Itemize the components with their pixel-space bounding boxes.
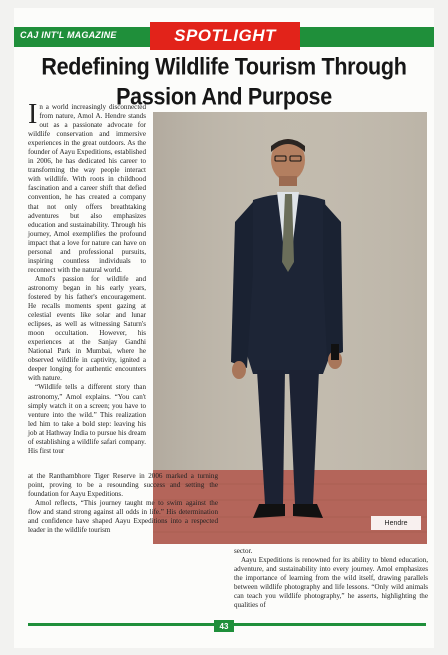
paragraph-reflection: Amol reflects, “This journey taught me to swim against the flow and stand strong against all odds in life.” His determination and confidence have shaped Aayu Expeditions into a respected leader in the wildlife tourism: [28, 499, 218, 535]
photo-caption: Hendre: [384, 519, 408, 527]
article-continued-right: [234, 547, 428, 610]
paragraph-quote: “Wildlife tells a different story than astronomy,” Amol explains. “You can't simply watch it on a screen; you have to venture into the wild.” This realization led him to take a bold step: leaving his job at Hathway India to pursue his dream of establishing a wildlife safari company. His first tour: [28, 383, 146, 455]
article-column-left: [28, 99, 146, 456]
article-continued-left: [28, 472, 218, 535]
paragraph-reflection-continued: sector.: [234, 547, 253, 555]
paragraph-quote-continued: at the Ranthambhore Tiger Reserve in 2006 marked a turning point, proving to be a resounding success and setting the foundation for Aayu Expeditions.: [28, 472, 218, 499]
page-number: 43: [214, 620, 234, 632]
drop-cap: I: [28, 99, 38, 130]
headline: Redefining Wildlife Tourism Through Passion And Purpose: [41, 53, 407, 111]
paragraph-education: Aayu Expeditions is renowned for its ability to blend education, adventure, and sustainability into every journey. Amol emphasizes the importance of learning from the wild itself, drawing parallels between wildlife photography and life lessons. “Only wild animals can teach you wildlife photography,” he asserts, highlighting the qualities of: [234, 556, 428, 610]
paragraph-intro: [28, 99, 146, 275]
section-banner: [150, 22, 300, 50]
paragraph-early-years: Amol's passion for wildlife and astronomy began in his early years, fostered by his father's encouragement. He recalls moments spent gazing at celestial events like solar and lunar eclipses, as well as witnessing Saturn's moon occultation. However, his experiences at the Sanjay Gandhi National Park in Mumbai, where he observed wildlife in captivity, ignited a deeper longing for authentic encounters with nature.: [28, 274, 146, 383]
section-label: SPOTLIGHT: [174, 26, 276, 45]
magazine-name: CAJ INT'L MAGAZINE: [20, 30, 117, 40]
paragraph-intro-text: n a world increasingly disconnected from nature, Amol A. Hendre stands out as a passionate advocate for wildlife conservation and immersive experiences in the great outdoors. As the founder of Aayu Expeditions, established in 2006, he has dedicated his career to transforming the way people interact with wildlife. With roots in childhood fascination and a career shift that defied convention, he has created a company that not only offers breathtaking adventures but also emphasizes education and sustainability. Through his journey, Amol exemplifies the profound impact that a love for nature can have on personal and professional pursuits, inspiring countless individuals to reconnect with the natural world.: [28, 103, 146, 274]
